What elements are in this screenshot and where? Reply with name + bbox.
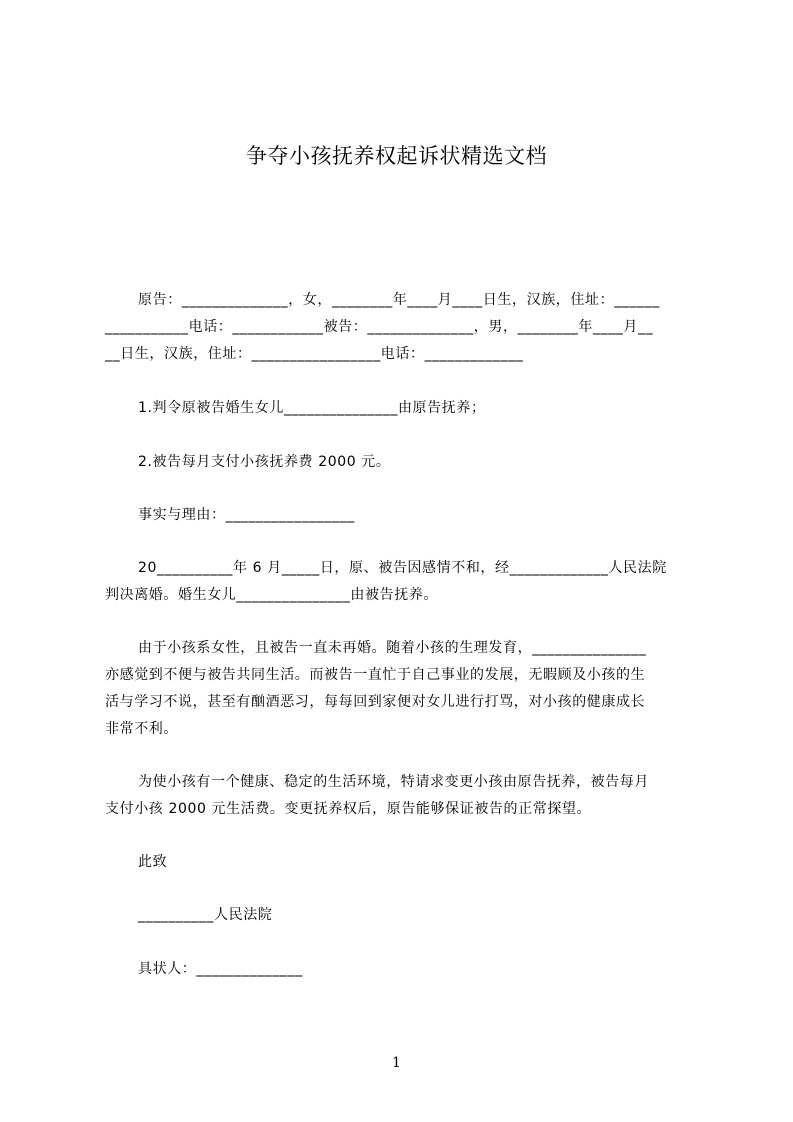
request-2: 2.被告每月支付小孩抚养费 2000 元。 xyxy=(138,454,391,470)
request-1: 1.判令原被告婚生女儿_______________由原告抚养； xyxy=(138,400,486,416)
signature-line: 具状人：______________ xyxy=(138,961,303,977)
plaintiff-line-2: ___________电话：____________被告：______________，男，________年____月__ xyxy=(105,319,654,335)
facts-paragraph-2-line-4: 非常不利。 xyxy=(105,721,178,737)
facts-heading: 事实与理由：_________________ xyxy=(138,507,355,523)
facts-paragraph-1-line-2: 判决离婚。婚生女儿_______________由被告抚养。 xyxy=(105,587,438,603)
facts-paragraph-1-line-1: 20__________年 6 月_____日，原、被告因感情不和，经_____________人民法院 xyxy=(138,560,667,576)
closing-salutation: 此致 xyxy=(138,854,168,870)
court-addressee: __________人民法院 xyxy=(138,907,273,923)
page-number: 1 xyxy=(392,1055,401,1071)
plaintiff-line-3: __日生，汉族，住址：_________________电话：_____________ xyxy=(105,346,524,362)
facts-paragraph-2-line-2: 亦感觉到不便与被告共同生活。而被告一直忙于自己事业的发展，无暇顾及小孩的生 xyxy=(105,667,646,683)
facts-paragraph-2-line-1: 由于小孩系女性，且被告一直未再婚。随着小孩的生理发育，_______________ xyxy=(138,640,647,656)
plaintiff-line-1: 原告：______________，女，________年____月____日生，汉族，住址：______ xyxy=(138,292,660,308)
facts-paragraph-2-line-3: 活与学习不说，甚至有酗酒恶习，每每回到家便对女儿进行打骂，对小孩的健康成长 xyxy=(105,694,646,710)
facts-paragraph-3-line-1: 为使小孩有一个健康、稳定的生活环境，特请求变更小孩由原告抚养，被告每月 xyxy=(138,774,649,790)
facts-paragraph-3-line-2: 支付小孩 2000 元生活费。变更抚养权后，原告能够保证被告的正常探望。 xyxy=(105,801,592,817)
document-title: 争夺小孩抚养权起诉状精选文档 xyxy=(246,144,547,168)
